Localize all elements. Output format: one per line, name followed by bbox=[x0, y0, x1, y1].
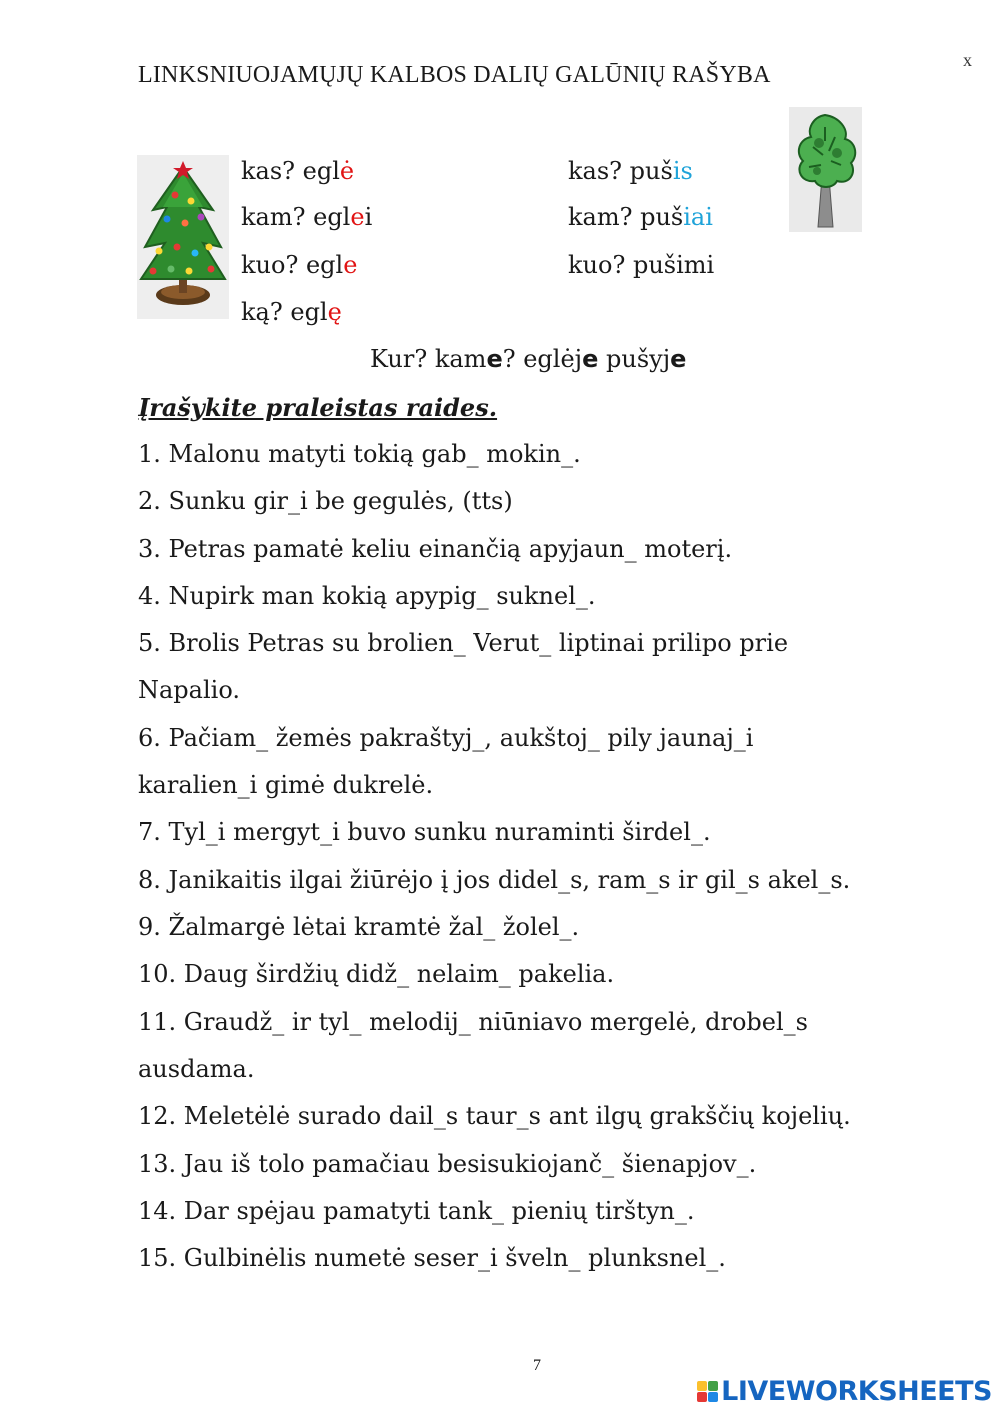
word-stem: egl bbox=[313, 203, 351, 231]
locative-example bbox=[370, 345, 686, 373]
kur-ending: e bbox=[670, 345, 687, 373]
case-question: kas? bbox=[568, 157, 630, 185]
exercise-line: 6. Pačiam_ žemės pakraštyj_, aukštoj_ pily jaunaj_i bbox=[138, 724, 754, 752]
word-stem: puš bbox=[629, 157, 673, 185]
pusis-declension-row-3 bbox=[568, 251, 714, 279]
case-question: kuo? bbox=[241, 251, 306, 279]
logo-text: LIVEWORKSHEETS bbox=[721, 1376, 992, 1407]
word-ending: is bbox=[672, 157, 693, 185]
page-number: 7 bbox=[533, 1357, 541, 1374]
close-button[interactable]: x bbox=[963, 50, 972, 70]
kur-ending: e bbox=[486, 345, 503, 373]
word-ending: ė bbox=[339, 157, 355, 185]
word-stem: egl bbox=[305, 251, 344, 279]
word-stem: egl bbox=[290, 298, 328, 326]
liveworksheets-logo[interactable] bbox=[697, 1376, 992, 1407]
exercise-line: 9. Žalmargė lėtai kramtė žal_ žolel_. bbox=[138, 913, 580, 941]
exercise-line: Napalio. bbox=[138, 676, 240, 704]
exercise-line: 1. Malonu matyti tokią gab_ mokin_. bbox=[138, 440, 581, 468]
kur-part: pušyj bbox=[598, 345, 671, 373]
page-title: LINKSNIUOJAMŲJŲ KALBOS DALIŲ GALŪNIŲ RAŠYBA bbox=[138, 62, 771, 88]
exercise-line: 7. Tyl_i mergyt_i buvo sunku nuraminti širdel_. bbox=[138, 818, 711, 846]
exercise-line: 10. Daug širdžių didž_ nelaim_ pakelia. bbox=[138, 960, 615, 988]
kur-part: Kur? kam bbox=[370, 345, 487, 373]
pusis-declension-row-2 bbox=[568, 203, 713, 231]
case-question: kam? bbox=[241, 203, 314, 231]
exercise-line: 13. Jau iš tolo pamačiau besisukiojanč_ šienapjov_. bbox=[138, 1150, 757, 1178]
exercise-line: 2. Sunku gir_i be gegulės, (tts) bbox=[138, 487, 513, 515]
word-ending: e bbox=[343, 251, 358, 279]
kur-part: ? eglėj bbox=[502, 345, 583, 373]
word-stem: pušimi bbox=[632, 251, 715, 279]
exercise-line: 8. Janikaitis ilgai žiūrėjo į jos didel_s, ram_s ir gil_s akel_s. bbox=[138, 866, 851, 894]
case-question: kas? bbox=[241, 157, 303, 185]
pine-tree-image bbox=[789, 107, 862, 232]
christmas-tree-image bbox=[137, 155, 229, 319]
pusis-declension-row-1 bbox=[568, 157, 693, 185]
exercise-line: karalien_i gimė dukrelė. bbox=[138, 771, 434, 799]
instruction-heading: Įrašykite praleistas raides. bbox=[138, 393, 498, 422]
exercise-line: 4. Nupirk man kokią apypig_ suknel_. bbox=[138, 582, 596, 610]
egle-declension-row-1 bbox=[241, 157, 354, 185]
exercise-line: 14. Dar spėjau pamatyti tank_ pienių tirštyn_. bbox=[138, 1197, 695, 1225]
exercise-line: 3. Petras pamatė keliu einančią apyjaun_ moterį. bbox=[138, 535, 733, 563]
exercise-line: 5. Brolis Petras su brolien_ Verut_ liptinai prilipo prie bbox=[138, 629, 789, 657]
logo-icon bbox=[697, 1381, 718, 1402]
word-ending: ę bbox=[327, 298, 342, 326]
word-ending: e bbox=[350, 203, 365, 231]
exercise-line: 11. Graudž_ ir tyl_ melodij_ niūniavo mergelė, drobel_s bbox=[138, 1008, 808, 1036]
case-question: kam? bbox=[568, 203, 641, 231]
egle-declension-row-3 bbox=[241, 251, 357, 279]
word-stem: egl bbox=[302, 157, 340, 185]
case-question: ką? bbox=[241, 298, 291, 326]
exercise-line: 15. Gulbinėlis numetė seser_i šveln_ plunksnel_. bbox=[138, 1244, 726, 1272]
case-question: kuo? bbox=[568, 251, 633, 279]
word-stem: puš bbox=[640, 203, 684, 231]
egle-declension-row-2 bbox=[241, 203, 372, 231]
word-ending: iai bbox=[683, 203, 713, 231]
kur-ending: e bbox=[582, 345, 599, 373]
egle-declension-row-4 bbox=[241, 298, 342, 326]
exercise-line: 12. Meletėlė surado dail_s taur_s ant ilgų grakščių kojelių. bbox=[138, 1102, 851, 1130]
exercise-line: ausdama. bbox=[138, 1055, 255, 1083]
word-rest: i bbox=[364, 203, 373, 231]
